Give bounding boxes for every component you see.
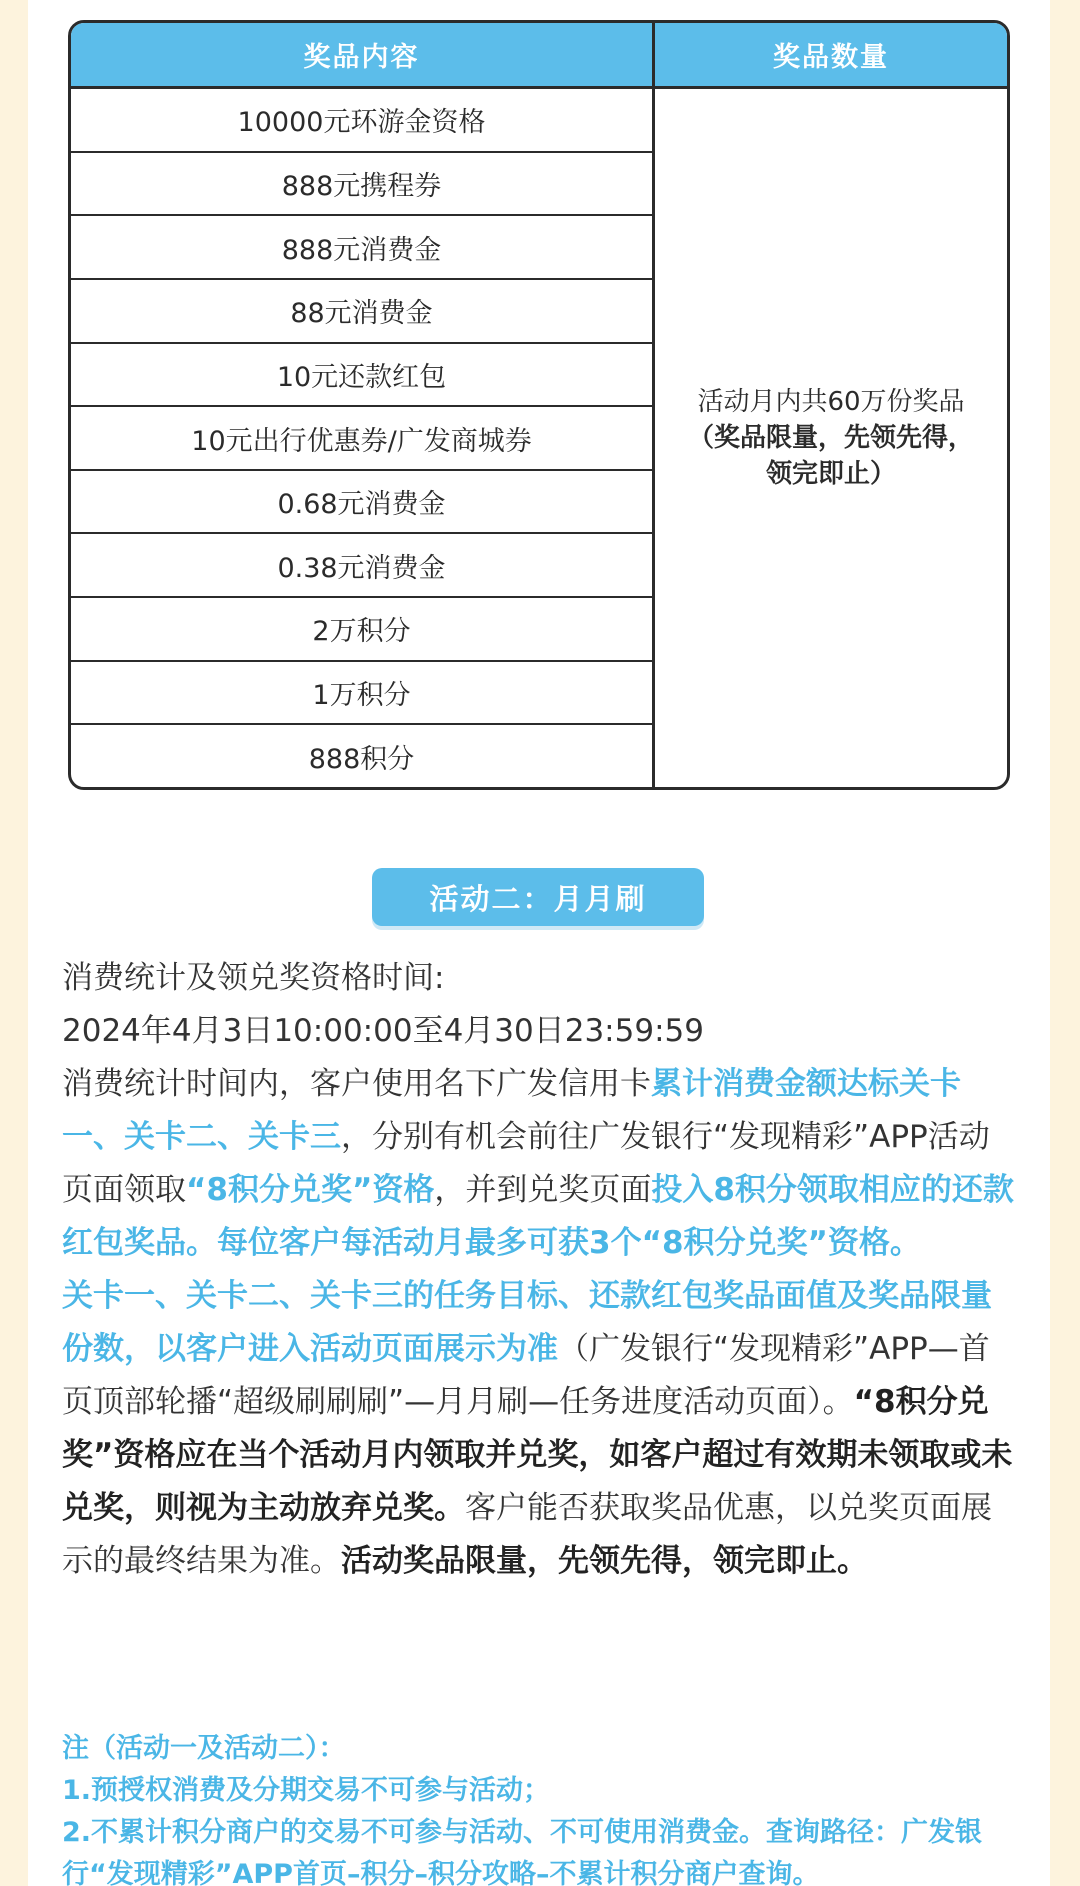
table-header — [71, 23, 1007, 89]
table-row: 1万积分 — [71, 662, 652, 726]
header-prize-quantity: 奖品数量 — [773, 42, 889, 73]
quantity-note: （奖品限量，先领先得， — [687, 423, 974, 453]
rule-highlight: 累计消费金额达标关卡一、关卡二、关卡三 — [62, 1066, 961, 1155]
rule-text: ，分别有机会前往广发银行“发现精彩”APP活动页面领取 — [62, 1119, 990, 1208]
quantity-total: 活动月内共60万份奖品 — [697, 387, 965, 417]
table-row: 10000元环游金资格 — [71, 89, 652, 153]
table-row: 0.68元消费金 — [71, 471, 652, 535]
table-row: 888积分 — [308, 743, 415, 775]
prize-table — [68, 20, 1010, 790]
rule-paragraph-1 — [62, 1058, 1018, 1270]
table-row: 0.38元消费金 — [71, 534, 652, 598]
notes — [62, 1728, 1018, 1886]
table-row: 88元消费金 — [71, 280, 652, 344]
table-row: 888元消费金 — [71, 216, 652, 280]
rule-text: 消费统计时间内，客户使用名下广发信用卡 — [62, 1066, 651, 1102]
prize-list — [71, 89, 655, 787]
table-row: 10元还款红包 — [71, 344, 652, 408]
rule-highlight: 投入8积分领取相应的还款红包奖品。每位客户每活动月最多可获3个“8积分兑奖”资格。 — [62, 1172, 1014, 1261]
table-body — [71, 89, 1007, 787]
notes-title: 注（活动一及活动二）： — [62, 1733, 346, 1764]
time-value: 2024年4月3日10:00:00至4月30日23:59:59 — [62, 1013, 704, 1049]
rule-paragraph-2 — [62, 1270, 1018, 1588]
rule-bold: 活动奖品限量，先领先得，领完即止。 — [341, 1543, 868, 1579]
note-item: 1.预授权消费及分期交易不可参与活动； — [62, 1775, 551, 1806]
table-row: 2万积分 — [71, 598, 652, 662]
time-label: 消费统计及领兑奖资格时间: — [62, 960, 445, 996]
section-title-activity-two: 活动二：月月刷 — [372, 868, 704, 926]
page-content — [28, 0, 1050, 1886]
note-item: 2.不累计积分商户的交易不可参与活动、不可使用消费金。查询路径：广发银行“发现精彩”APP首页–积分–积分攻略–不累计积分商户查询。 — [62, 1817, 983, 1886]
rule-text: （广发银行“发现精彩”APP—首页顶部轮播“超级刷刷刷”—月月刷—任务进度活动页面）。 — [62, 1331, 990, 1420]
header-prize-content: 奖品内容 — [71, 23, 655, 86]
rule-highlight: 关卡一、关卡二、关卡三的任务目标、还款红包奖品面值及奖品限量份数，以客户进入活动页面展示为准 — [62, 1278, 992, 1367]
table-row: 10元出行优惠券/广发商城券 — [71, 407, 652, 471]
prize-quantity-cell — [655, 89, 1007, 787]
rule-bold: “8积分兑奖”资格应在当个活动月内领取并兑奖，如客户超过有效期未领取或未兑奖，则视为主动放弃兑奖。 — [62, 1384, 1013, 1526]
rule-highlight: “8积分兑奖”资格 — [186, 1172, 435, 1208]
quantity-note-end: 领完即止） — [765, 459, 896, 489]
table-row: 888元携程券 — [71, 153, 652, 217]
rule-text: 客户能否获取奖品优惠，以兑奖页面展示的最终结果为准。 — [62, 1490, 992, 1579]
activity-rules — [62, 952, 1018, 1588]
rule-text: ，并到兑奖页面 — [434, 1172, 652, 1208]
